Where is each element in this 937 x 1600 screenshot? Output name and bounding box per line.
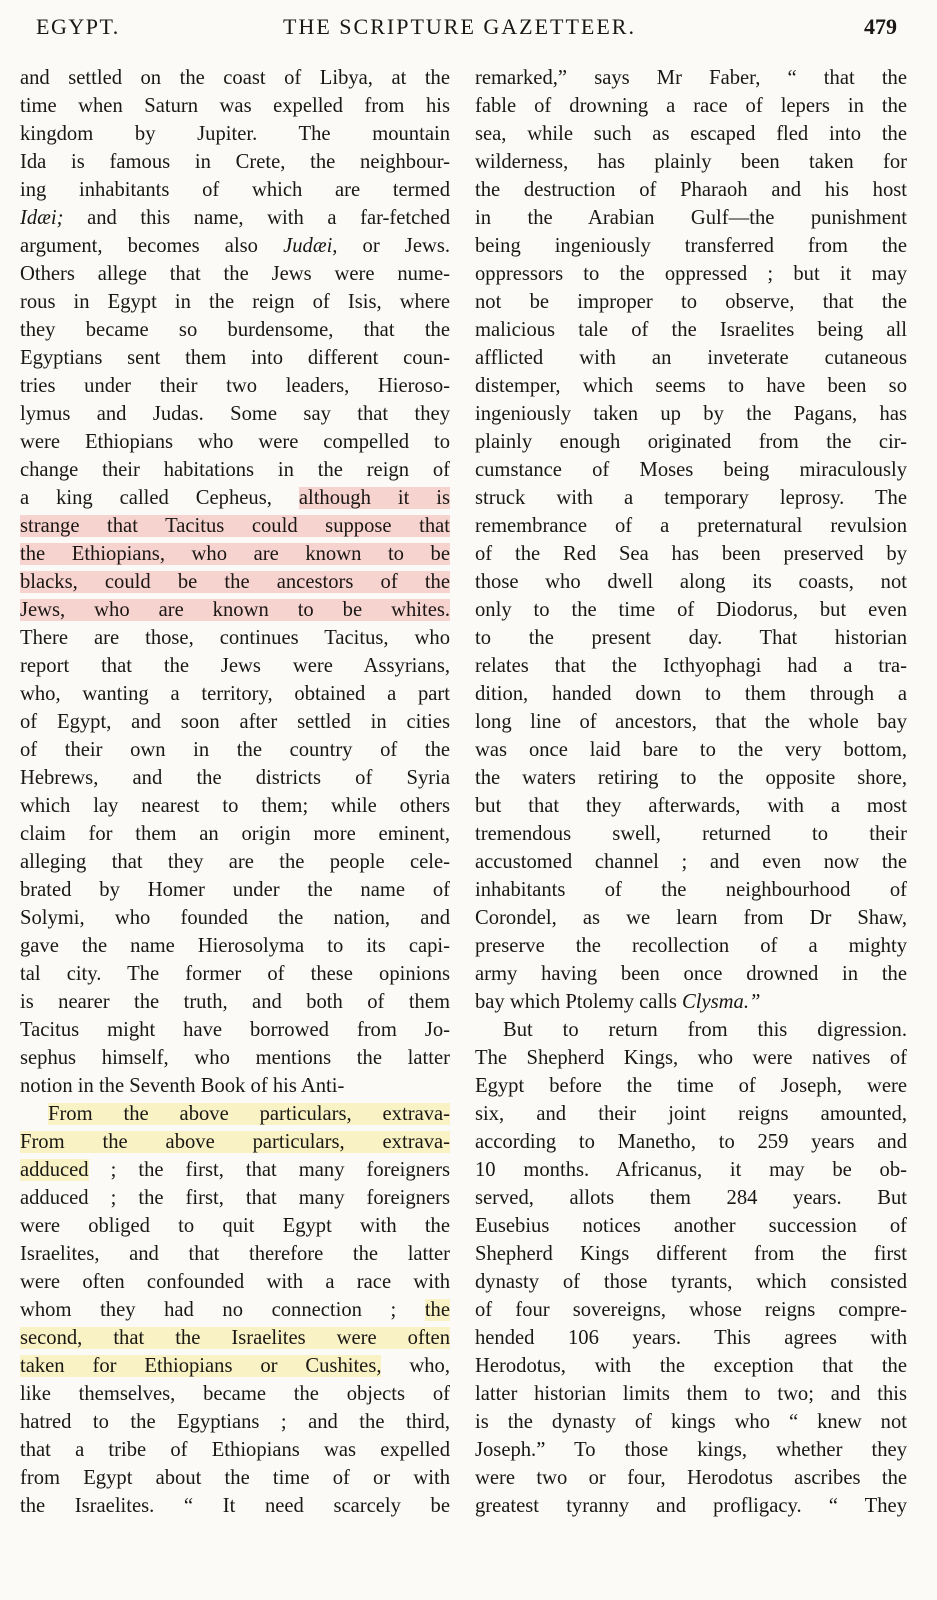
text-line: of four sovereigns, whose reigns compre- [475,1299,907,1321]
text-run: whom they had no connection ; [20,1299,425,1321]
text-line: ingeniously taken up by the Pagans, has [475,403,907,425]
text-line: Corondel, as we learn from Dr Shaw, [475,907,907,929]
text-line: sephus himself, who mentions the latter [20,1047,450,1069]
text-line: greatest tyranny and profligacy. “ They [475,1495,907,1517]
text-run: a king called Cepheus, [20,487,299,509]
text-line: is nearer the truth, and both of them [20,991,450,1013]
text-line: not be improper to observe, that the [475,291,907,313]
highlighted-text: taken for Ethiopians or Cushites, [20,1355,382,1377]
text-line: that a tribe of Ethiopians was expelled [20,1439,450,1461]
text-line: Solymi, who founded the nation, and [20,907,450,929]
text-line [20,1324,450,1352]
text-line: the destruction of Pharaoh and his host [475,179,907,201]
text-line [20,596,450,624]
text-line: distemper, which seems to have been so [475,375,907,397]
text-line: There are those, continues Tacitus, who [20,627,450,649]
text-line: is the dynasty of kings who “ knew not [475,1411,907,1433]
text-line: Egypt before the time of Joseph, were [475,1075,907,1097]
text-line: adduced ; the first, that many foreigners [20,1187,450,1209]
text-line: being ingeniously transferred from the [475,235,907,257]
text-line: Eusebius notices another succession of [475,1215,907,1237]
text-run: bay which Ptolemy calls [475,991,683,1013]
highlighted-text: second, that the Israelites were often [20,1327,450,1349]
text-line: sea, while such as escaped fled into the [475,123,907,145]
text-line: was once laid bare to the very bottom, [475,739,907,761]
text-line: The Shepherd Kings, who were natives of [475,1047,907,1069]
text-line: accustomed channel ; and even now the [475,851,907,873]
text-line: inhabitants of the neighbourhood of [475,879,907,901]
left-column [20,64,450,1520]
text-line: and settled on the coast of Libya, at the [20,67,450,89]
text-line: remembrance of a preternatural revulsion [475,515,907,537]
right-column [475,64,907,1520]
text-line: like themselves, became the objects of [20,1383,450,1405]
text-line: Hebrews, and the districts of Syria [20,767,450,789]
text-line: were Ethiopians who were compelled to [20,431,450,453]
text-line: the Israelites. “ It need scarcely be [20,1495,450,1517]
text-line: tremendous swell, returned to their [475,823,907,845]
text-line [20,1100,450,1128]
text-line: the waters retiring to the opposite shore, [475,767,907,789]
text-line: to the present day. That historian [475,627,907,649]
text-line: were obliged to quit Egypt with the [20,1215,450,1237]
text-line: remarked,” says Mr Faber, “ that the [475,67,907,89]
text-line: only to the time of Diodorus, but even [475,599,907,621]
text-line: they became so burdensome, that the [20,319,450,341]
text-line: Egyptians sent them into different coun- [20,347,450,369]
text-line [20,1352,450,1380]
text-line: were two or four, Herodotus ascribes the [475,1467,907,1489]
text-line: plainly enough originated from the cir- [475,431,907,453]
text-line: relates that the Icthyophagi had a tra- [475,655,907,677]
text-line: hatred to the Egyptians ; and the third, [20,1411,450,1433]
text-line: Tacitus might have borrowed from Jo- [20,1019,450,1041]
text-line: malicious tale of the Israelites being all [475,319,907,341]
text-line [20,512,450,540]
text-line: claim for them an origin more eminent, [20,823,450,845]
text-line: Joseph.” To those kings, whether they [475,1439,907,1461]
text-line: lymus and Judas. Some say that they [20,403,450,425]
text-line: dition, handed down to them through a [475,683,907,705]
text-line [475,988,907,1016]
text-run: or Jews. [337,235,450,257]
text-line [20,568,450,596]
italic-word: Clysma.” [682,991,761,1013]
text-line: 10 months. Africanus, it may be ob- [475,1159,907,1181]
text-line [20,232,450,260]
text-line: ing inhabitants of which are termed [20,179,450,201]
text-line: were often confounded with a race with [20,1271,450,1293]
highlighted-text: From the above particulars, extrava- [48,1103,450,1125]
running-header [22,14,897,50]
text-line: long line of ancestors, that the whole bay [475,711,907,733]
text-line: cumstance of Moses being miraculously [475,459,907,481]
text-line: time when Saturn was expelled from his [20,95,450,117]
text-line: latter historian limits them to two; and this [475,1383,907,1405]
text-line: of Egypt, and soon after settled in cities [20,711,450,733]
text-line: according to Manetho, to 259 years and [475,1131,907,1153]
text-line: of the Red Sea has been preserved by [475,543,907,565]
text-line [20,540,450,568]
italic-word: Idæi; [20,207,64,229]
highlighted-text: blacks, could be the ancestors of the [20,571,450,593]
text-run: ; the first, that many foreigners [88,1159,450,1181]
highlighted-text: strange that Tacitus could suppose that [20,515,450,537]
text-line [20,1156,450,1184]
text-line: fable of drowning a race of lepers in the [475,95,907,117]
highlighted-text: the Ethiopians, who are known to be [20,543,450,565]
highlighted-text: From the above particulars, extrava- [20,1131,450,1153]
book-title: THE SCRIPTURE GAZETTEER. [283,14,636,39]
text-run: argument, becomes also [20,235,284,257]
text-line: those who dwell along its coasts, not [475,571,907,593]
text-line: Ida is famous in Crete, the neighbour- [20,151,450,173]
text-line: wilderness, has plainly been taken for [475,151,907,173]
text-line: rous in Egypt in the reign of Isis, where [20,291,450,313]
text-line: but that they afterwards, with a most [475,795,907,817]
text-line: tal city. The former of these opinions [20,963,450,985]
highlighted-text: Jews, who are known to be whites. [20,599,450,621]
text-line: preserve the recollection of a mighty [475,935,907,957]
text-line: brated by Homer under the name of [20,879,450,901]
text-line: gave the name Hierosolyma to its capi- [20,935,450,957]
text-line: Herodotus, with the exception that the [475,1355,907,1377]
highlighted-text: adduced [20,1159,89,1181]
text-line: kingdom by Jupiter. The mountain [20,123,450,145]
text-line: oppressors to the oppressed ; but it may [475,263,907,285]
text-line: afflicted with an inveterate cutaneous [475,347,907,369]
text-line: which lay nearest to them; while others [20,795,450,817]
text-line: dynasty of those tyrants, which consisted [475,1271,907,1293]
italic-word: Judæi, [283,235,338,257]
text-line [20,204,450,232]
text-line: who, wanting a territory, obtained a part [20,683,450,705]
text-run: and this name, with a far-fetched [63,207,450,229]
text-line: notion in the Seventh Book of his Anti- [20,1075,345,1097]
text-line: served, allots them 284 years. But [475,1187,907,1209]
text-line [20,1128,450,1156]
highlighted-text: although it is [298,487,450,509]
text-line: But to return from this digression. [503,1019,907,1041]
text-line: Others allege that the Jews were nume- [20,263,450,285]
text-line: struck with a temporary leprosy. The [475,487,907,509]
text-run: who, [381,1355,450,1377]
text-line: hended 106 years. This agrees with [475,1327,907,1349]
text-line: change their habitations in the reign of [20,459,450,481]
section-title: EGYPT. [36,14,120,39]
highlighted-text: the [424,1299,450,1321]
text-line: report that the Jews were Assyrians, [20,655,450,677]
text-line: Shepherd Kings different from the first [475,1243,907,1265]
text-line: six, and their joint reigns amounted, [475,1103,907,1125]
text-line: army having been once drowned in the [475,963,907,985]
text-line [20,484,450,512]
text-line: alleging that they are the people cele- [20,851,450,873]
text-line: Israelites, and that therefore the latter [20,1243,450,1265]
text-line: of their own in the country of the [20,739,450,761]
text-line: from Egypt about the time of or with [20,1467,450,1489]
text-line [20,1296,450,1324]
page-number: 479 [864,14,897,39]
text-line: tries under their two leaders, Hieroso- [20,375,450,397]
text-line: in the Arabian Gulf—the punishment [475,207,907,229]
